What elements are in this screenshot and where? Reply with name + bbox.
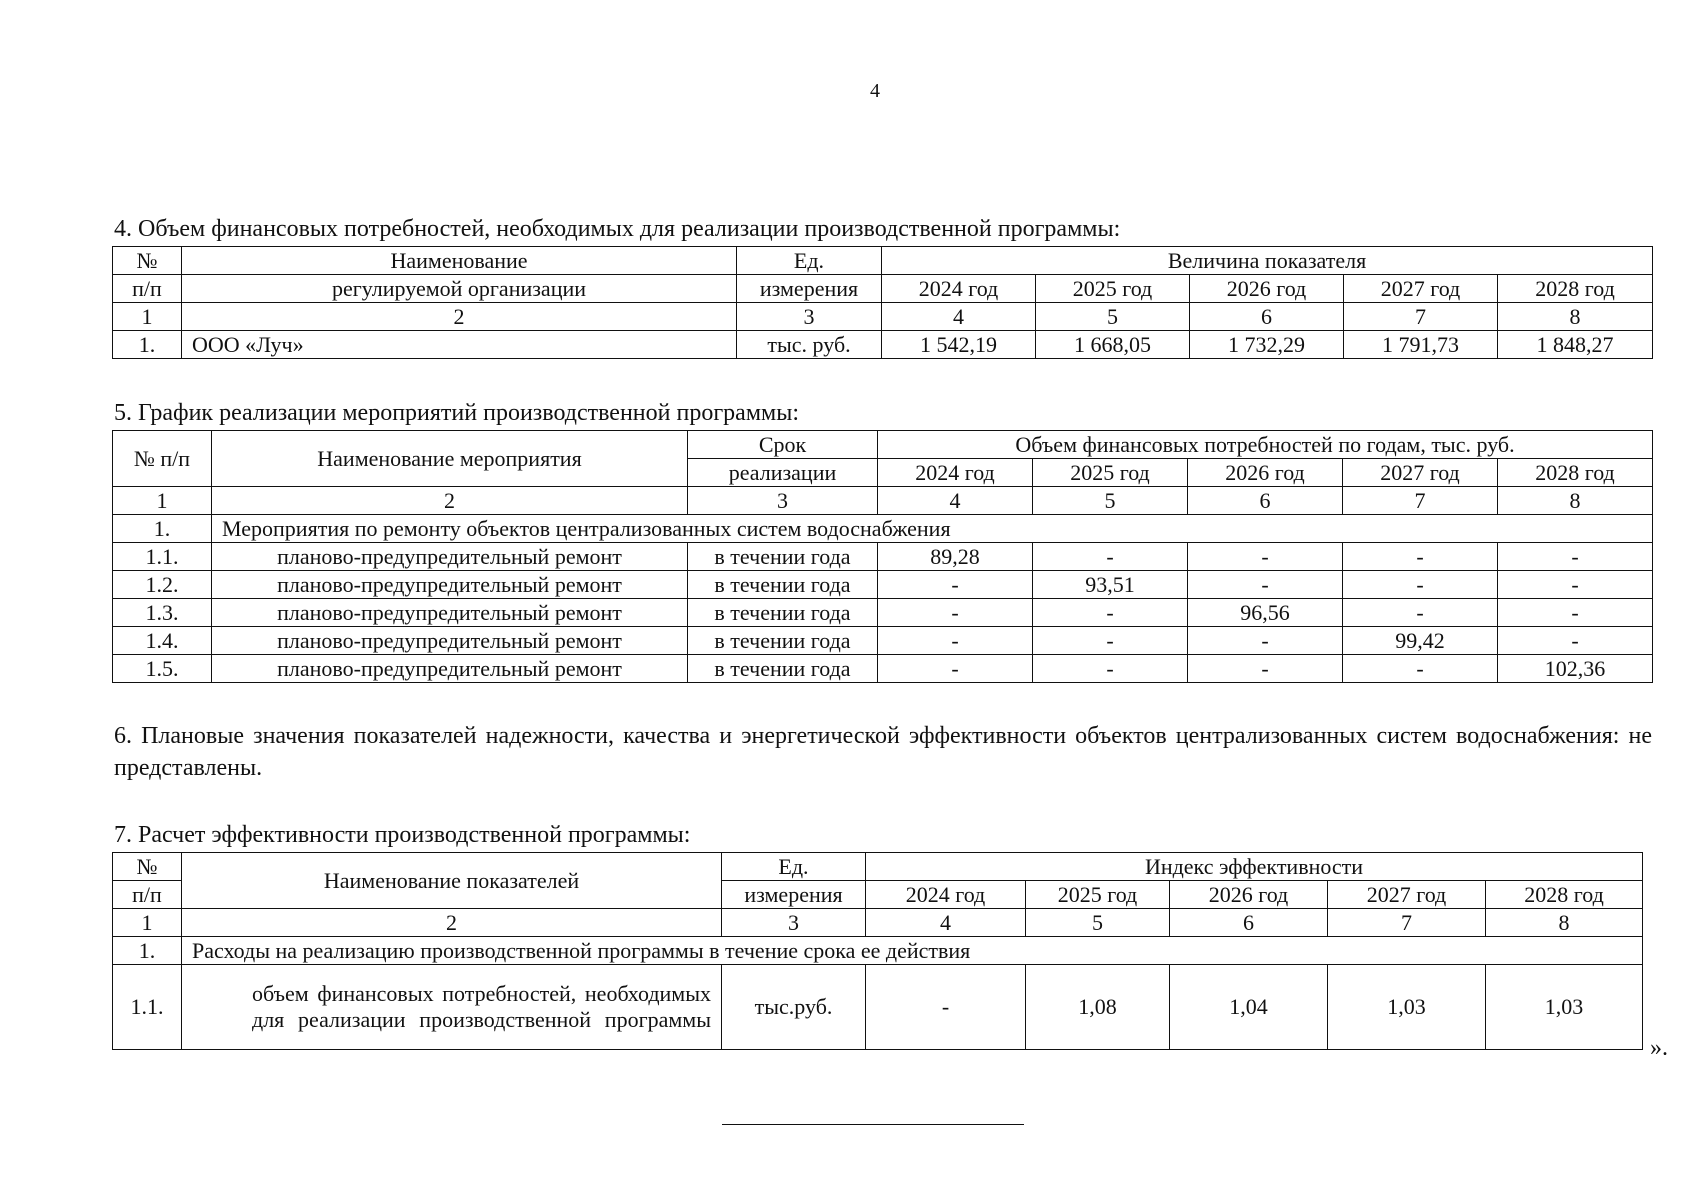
header-year: 2027 год xyxy=(1343,459,1498,487)
header-year: 2025 год xyxy=(1033,459,1188,487)
column-index: 4 xyxy=(878,487,1033,515)
header-num: п/п xyxy=(113,881,182,909)
section-4-caption: 4. Объем финансовых потребностей, необходимых для реализации производственной программы: xyxy=(114,216,1121,242)
value-cell: 1 542,19 xyxy=(882,331,1036,359)
header-unit: Ед. xyxy=(737,247,882,275)
column-index: 1 xyxy=(113,909,182,937)
row-num: 1. xyxy=(113,331,182,359)
row-num: 1.4. xyxy=(113,627,212,655)
header-year: 2027 год xyxy=(1328,881,1486,909)
row-num: 1.3. xyxy=(113,599,212,627)
header-org-name: регулируемой организации xyxy=(182,275,737,303)
value-cell: - xyxy=(1188,543,1343,571)
column-index: 6 xyxy=(1190,303,1344,331)
header-num: № xyxy=(113,853,182,881)
financial-needs-table xyxy=(112,246,1653,359)
value-cell: 89,28 xyxy=(878,543,1033,571)
efficiency-table xyxy=(112,852,1643,1050)
indicator-name xyxy=(182,965,722,1050)
column-index: 8 xyxy=(1498,487,1653,515)
table-row xyxy=(113,627,1653,655)
header-term: Срок xyxy=(688,431,878,459)
value-cell: 102,36 xyxy=(1498,655,1653,683)
column-index: 6 xyxy=(1188,487,1343,515)
activity-term: в течении года xyxy=(688,543,878,571)
activity-term: в течении года xyxy=(688,627,878,655)
header-group: Объем финансовых потребностей по годам, тыс. руб. xyxy=(878,431,1653,459)
header-year: 2026 год xyxy=(1190,275,1344,303)
header-term: реализации xyxy=(688,459,878,487)
value-cell: 1,08 xyxy=(1026,965,1170,1050)
column-index-row xyxy=(113,909,1643,937)
group-title: Расходы на реализацию производственной программы в течение срока ее действия xyxy=(182,937,1643,965)
table-row xyxy=(113,331,1653,359)
value-cell: - xyxy=(1033,655,1188,683)
value-cell: - xyxy=(1033,627,1188,655)
org-name: ООО «Луч» xyxy=(182,331,737,359)
value-cell: - xyxy=(878,627,1033,655)
value-cell: - xyxy=(1498,543,1653,571)
header-year: 2024 год xyxy=(866,881,1026,909)
header-year: 2025 год xyxy=(1036,275,1190,303)
column-index: 6 xyxy=(1170,909,1328,937)
value-cell: 1 791,73 xyxy=(1344,331,1498,359)
value-cell: - xyxy=(1343,655,1498,683)
header-num: № xyxy=(113,247,182,275)
header-activity-name: Наименование мероприятия xyxy=(212,431,688,487)
column-index: 8 xyxy=(1498,303,1653,331)
header-unit: измерения xyxy=(737,275,882,303)
header-year: 2025 год xyxy=(1026,881,1170,909)
row-num: 1.2. xyxy=(113,571,212,599)
value-cell: - xyxy=(1343,599,1498,627)
column-index: 4 xyxy=(882,303,1036,331)
activity-term: в течении года xyxy=(688,571,878,599)
column-index-row xyxy=(113,487,1653,515)
row-unit: тыс.руб. xyxy=(722,965,866,1050)
value-cell: 1 668,05 xyxy=(1036,331,1190,359)
section-6-paragraph: 6. Плановые значения показателей надежности, качества и энергетической эффективности объектов централизованных систем водоснабжения: не представлены. xyxy=(114,723,1652,781)
value-cell: - xyxy=(1033,543,1188,571)
footer-rule xyxy=(722,1124,1024,1125)
table-row xyxy=(113,571,1653,599)
header-unit: Ед. xyxy=(722,853,866,881)
column-index: 2 xyxy=(182,909,722,937)
column-index: 7 xyxy=(1343,487,1498,515)
value-cell: - xyxy=(866,965,1026,1050)
table-row xyxy=(113,599,1653,627)
value-cell: 1,04 xyxy=(1170,965,1328,1050)
column-index: 3 xyxy=(722,909,866,937)
value-cell: - xyxy=(1188,627,1343,655)
column-index-row xyxy=(113,303,1653,331)
column-index: 1 xyxy=(113,487,212,515)
indicator-name-text: объем финансовых потребностей, необходимых для реализации производственной программы xyxy=(252,981,711,1032)
page-number: 4 xyxy=(870,80,880,102)
header-year: 2028 год xyxy=(1486,881,1643,909)
value-cell: 1,03 xyxy=(1486,965,1643,1050)
column-index: 5 xyxy=(1026,909,1170,937)
activity-name: планово-предупредительный ремонт xyxy=(212,599,688,627)
header-org-name: Наименование xyxy=(182,247,737,275)
header-indicator-name: Наименование показателей xyxy=(182,853,722,909)
row-num: 1.1. xyxy=(113,965,182,1050)
header-year: 2028 год xyxy=(1498,275,1653,303)
value-cell: 99,42 xyxy=(1343,627,1498,655)
value-cell: - xyxy=(1343,571,1498,599)
column-index: 8 xyxy=(1486,909,1643,937)
value-cell: 93,51 xyxy=(1033,571,1188,599)
header-year: 2024 год xyxy=(878,459,1033,487)
column-index: 1 xyxy=(113,303,182,331)
header-group: Индекс эффективности xyxy=(866,853,1643,881)
group-title: Мероприятия по ремонту объектов централизованных систем водоснабжения xyxy=(212,515,1653,543)
column-index: 2 xyxy=(182,303,737,331)
header-year: 2024 год xyxy=(882,275,1036,303)
value-cell: 96,56 xyxy=(1188,599,1343,627)
value-cell: - xyxy=(878,655,1033,683)
value-cell: - xyxy=(1343,543,1498,571)
header-group: Величина показателя xyxy=(882,247,1653,275)
value-cell: 1 848,27 xyxy=(1498,331,1653,359)
column-index: 3 xyxy=(688,487,878,515)
table-row xyxy=(113,965,1643,1050)
group-row xyxy=(113,937,1643,965)
header-year: 2027 год xyxy=(1344,275,1498,303)
activity-name: планово-предупредительный ремонт xyxy=(212,543,688,571)
schedule-table xyxy=(112,430,1653,683)
value-cell: - xyxy=(1498,599,1653,627)
table-row xyxy=(113,655,1653,683)
activity-term: в течении года xyxy=(688,599,878,627)
header-year: 2026 год xyxy=(1170,881,1328,909)
column-index: 5 xyxy=(1033,487,1188,515)
value-cell: - xyxy=(878,571,1033,599)
column-index: 7 xyxy=(1328,909,1486,937)
table-row xyxy=(113,543,1653,571)
column-index: 5 xyxy=(1036,303,1190,331)
activity-name: планово-предупредительный ремонт xyxy=(212,627,688,655)
value-cell: 1,03 xyxy=(1328,965,1486,1050)
activity-term: в течении года xyxy=(688,655,878,683)
header-num: № п/п xyxy=(113,431,212,487)
row-num: 1. xyxy=(113,515,212,543)
group-row xyxy=(113,515,1653,543)
row-num: 1.1. xyxy=(113,543,212,571)
value-cell: - xyxy=(1188,655,1343,683)
value-cell: - xyxy=(1498,627,1653,655)
header-num: п/п xyxy=(113,275,182,303)
column-index: 4 xyxy=(866,909,1026,937)
closing-quote: ». xyxy=(1650,1035,1668,1061)
column-index: 7 xyxy=(1344,303,1498,331)
row-num: 1.5. xyxy=(113,655,212,683)
header-year: 2026 год xyxy=(1188,459,1343,487)
section-5-caption: 5. График реализации мероприятий производственной программы: xyxy=(114,400,799,426)
column-index: 2 xyxy=(212,487,688,515)
header-year: 2028 год xyxy=(1498,459,1653,487)
column-index: 3 xyxy=(737,303,882,331)
value-cell: - xyxy=(1033,599,1188,627)
value-cell: - xyxy=(1498,571,1653,599)
header-unit: измерения xyxy=(722,881,866,909)
value-cell: - xyxy=(878,599,1033,627)
row-unit: тыс. руб. xyxy=(737,331,882,359)
activity-name: планово-предупредительный ремонт xyxy=(212,571,688,599)
row-num: 1. xyxy=(113,937,182,965)
section-7-caption: 7. Расчет эффективности производственной программы: xyxy=(114,822,691,848)
value-cell: - xyxy=(1188,571,1343,599)
activity-name: планово-предупредительный ремонт xyxy=(212,655,688,683)
value-cell: 1 732,29 xyxy=(1190,331,1344,359)
